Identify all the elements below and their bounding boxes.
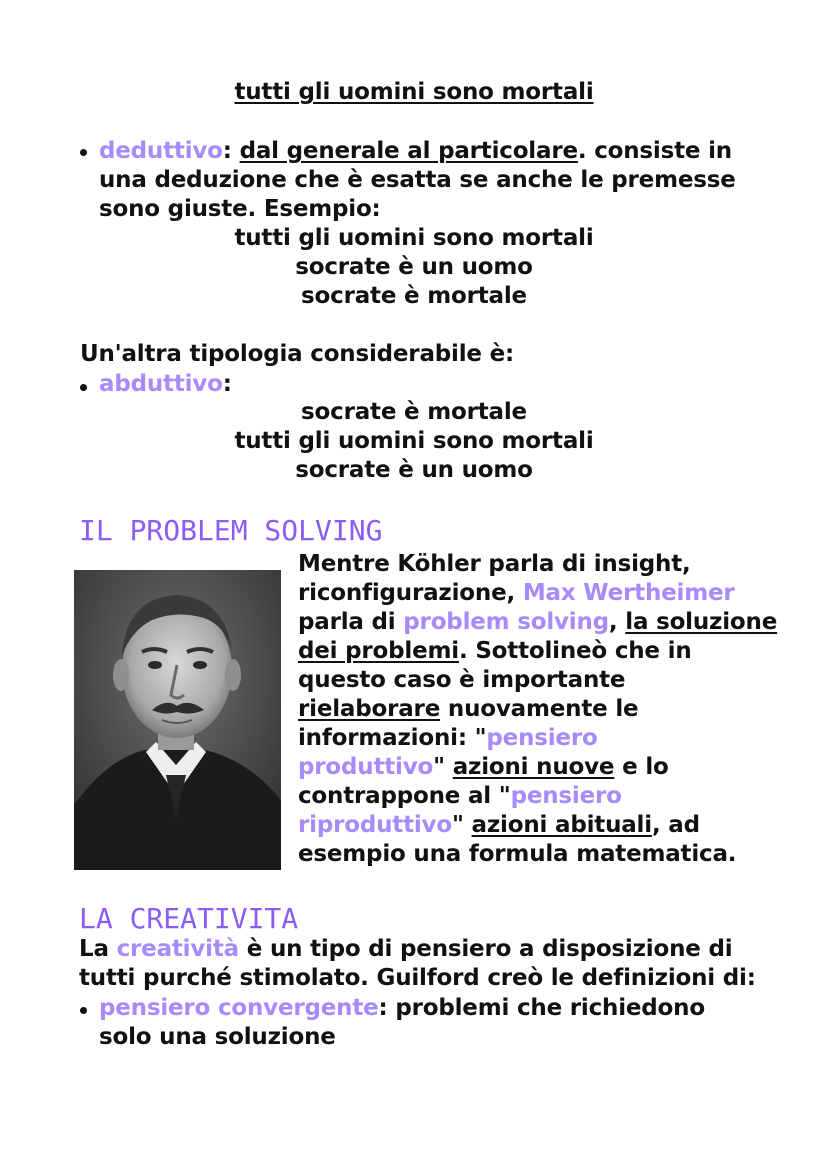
ps-line-1: Mentre Köhler parla di insight, — [298, 551, 691, 577]
ps-line-3: parla di problem solving, la soluzione — [298, 609, 778, 635]
ps-line-9: contrappone al "pensiero — [298, 783, 622, 809]
ps-line-2: riconfigurazione, Max Wertheimer — [298, 580, 735, 606]
ps-line-7: informazioni: "pensiero — [298, 725, 598, 751]
abduttivo-example-2: tutti gli uomini sono mortali — [234, 428, 594, 454]
bullet-dot — [80, 384, 87, 391]
creativita-bullet-line-1: pensiero convergente: problemi che richiedono — [99, 995, 705, 1021]
deduttivo-line-3: sono giuste. Esempio: — [99, 196, 381, 222]
syllogism-top-line — [0, 78, 828, 107]
ps-line-4: dei problemi. Sottolineò che in — [298, 638, 692, 664]
creativita-line-2: tutti purché stimolato. Guilford creò le definizioni di: — [79, 965, 756, 991]
underlined-text: tutti gli uomini sono mortali — [234, 79, 594, 105]
deduttivo-definition: dal generale al particolare — [239, 138, 578, 164]
abduttivo-example-3: socrate è un uomo — [295, 457, 533, 483]
ps-line-5: questo caso è importante — [298, 667, 626, 693]
ps-line-10: riproduttivo" azioni abituali, ad — [298, 812, 700, 838]
ps-line-11: esempio una formula matematica. — [298, 841, 737, 867]
term-pensiero-convergente: pensiero convergente — [99, 995, 379, 1021]
abduttivo-example-1: socrate è mortale — [301, 399, 527, 425]
creativita-line-1: La creatività è un tipo di pensiero a disposizione di — [79, 936, 733, 962]
abduttivo-line: abduttivo: — [99, 371, 232, 397]
term-creativita: creatività — [116, 936, 239, 962]
deduttivo-line-2: una deduzione che è esatta se anche le premesse — [99, 167, 736, 193]
term-deduttivo: deduttivo — [99, 138, 223, 164]
bullet-dot — [80, 1007, 87, 1014]
altra-intro: Un'altra tipologia considerabile è: — [80, 341, 515, 367]
deduttivo-line-1: deduttivo: dal generale al particolare. consiste in — [99, 138, 732, 164]
heading-problem-solving: IL PROBLEM SOLVING — [79, 514, 383, 547]
deduttivo-example-1: tutti gli uomini sono mortali — [234, 225, 594, 251]
name-max-wertheimer: Max Wertheimer — [522, 580, 735, 606]
ps-line-8: produttivo" azioni nuove e lo — [298, 754, 669, 780]
term-problem-solving: problem solving — [403, 609, 609, 635]
term-abduttivo: abduttivo — [99, 371, 223, 397]
bullet-dot — [80, 149, 87, 156]
creativita-bullet-line-2: solo una soluzione — [99, 1024, 336, 1050]
deduttivo-example-3: socrate è mortale — [301, 283, 527, 309]
deduttivo-example-2: socrate è un uomo — [295, 254, 533, 280]
portrait-photo — [74, 570, 281, 870]
heading-creativita: LA CREATIVITA — [79, 902, 299, 935]
portrait-image — [74, 570, 281, 870]
ps-line-6: rielaborare nuovamente le — [298, 696, 639, 722]
